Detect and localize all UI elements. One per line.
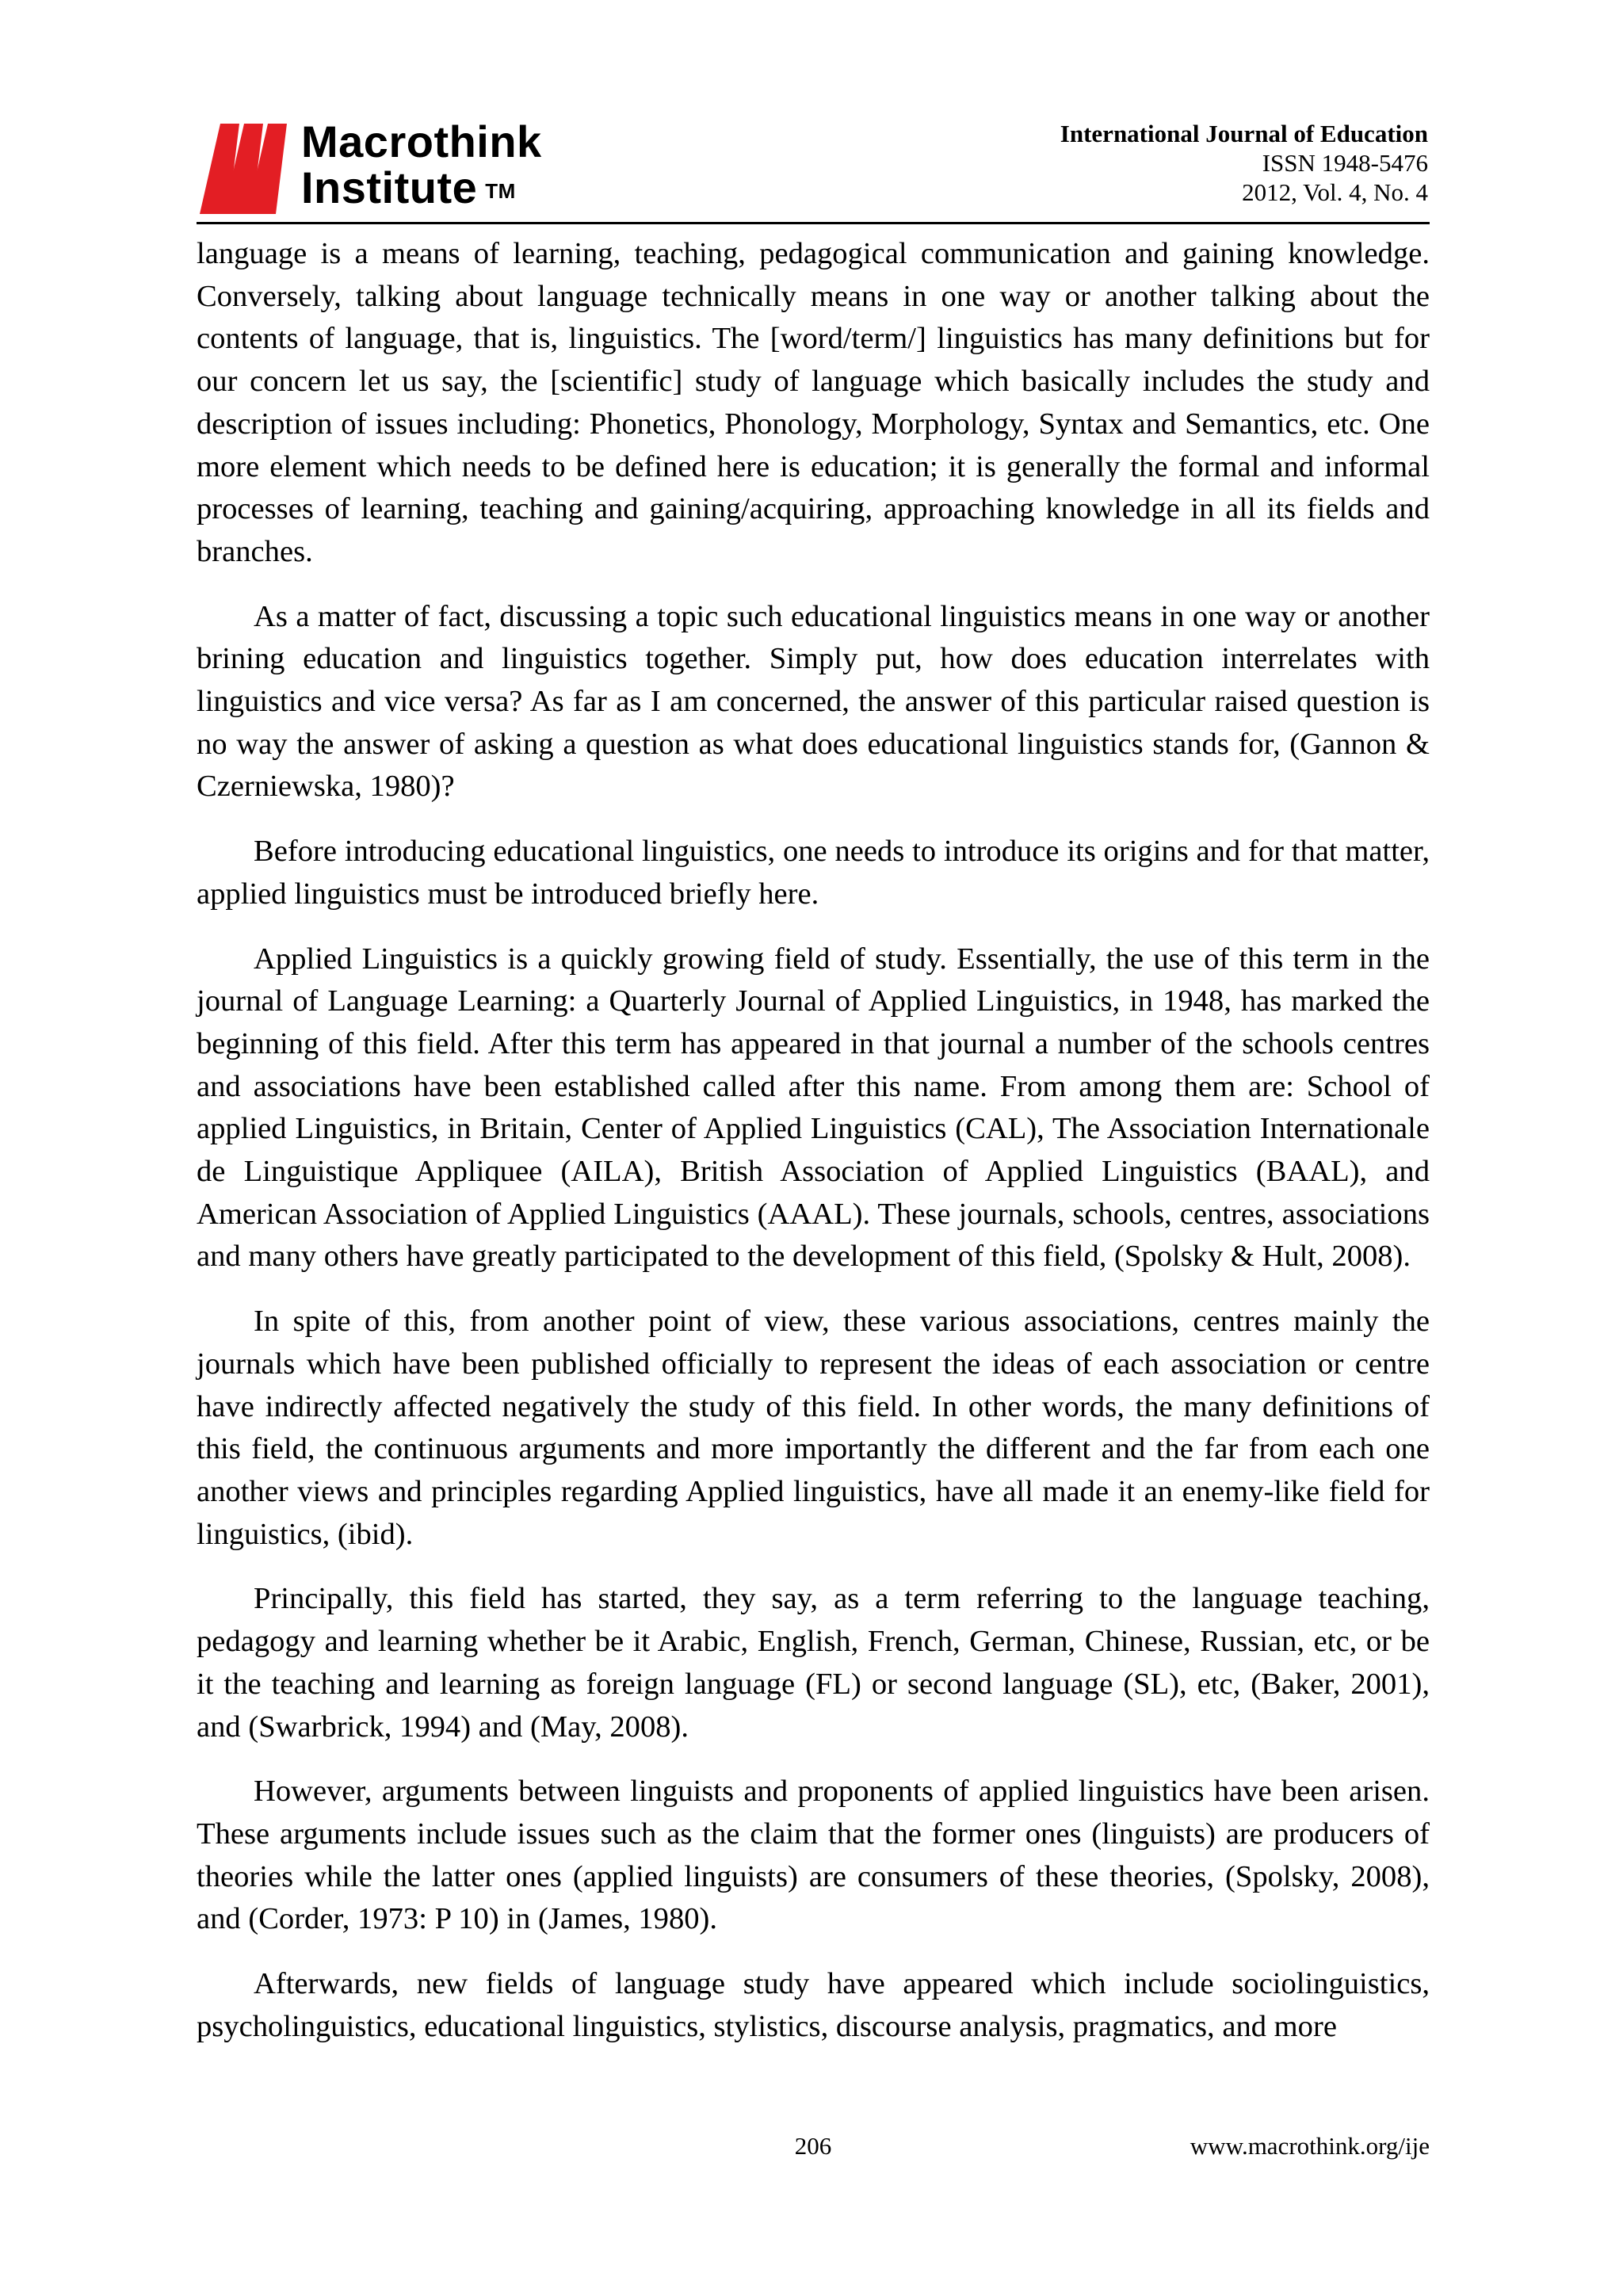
logo-line-1: Macrothink <box>301 117 542 166</box>
article-body <box>197 233 1430 2070</box>
page-footer <box>197 2132 1430 2164</box>
paragraph: In spite of this, from another point of view, these various associations, centres mainly the journals which have been published officially to represent the ideas of each association or centre have indirectly affected negatively the study of this field. In other words, the many definitions of this field, the continuous arguments and more importantly the different and the far from each one another views and principles regarding Applied linguistics, have all made it an enemy-like field for linguistics, (ibid). <box>197 1305 1430 1551</box>
paragraph: Before introducing educational linguistics, one needs to introduce its origins and for that matter, applied linguistics must be introduced briefly here. <box>197 835 1430 911</box>
journal-title: International Journal of Education <box>1060 120 1428 147</box>
paragraph: However, arguments between linguists and proponents of applied linguistics have been arisen. These arguments include issues such as the claim that the former ones (linguists) are producers of theories while the latter ones (applied linguists) are consumers of these theories, (Spolsky, 2008), and (Corder, 1973: P 10) in (James, 1980). <box>197 1775 1430 1936</box>
paragraph: Applied Linguistics is a quickly growing field of study. Essentially, the use of this term in the journal of Language Learning: a Quarterly Journal of Applied Linguistics, in 1948, has marked the beginning of this field. After this term has appeared in that journal a number of the schools centres and associations have been established called after this name. From among them are: School of applied Linguistics, in Britain, Center of Applied Linguistics (CAL), The Association Internationale de Linguistique Appliquee (AILA), British Association of Applied Linguistics (BAAL), and American Association of Applied Linguistics (AAAL). These journals, schools, centres, associations and many others have greatly participated to the development of this field, (Spolsky & Hult, 2008). <box>197 942 1430 1274</box>
page-number: 206 <box>794 2132 832 2160</box>
logo-wordmark <box>301 119 542 211</box>
journal-website-link[interactable]: www.macrothink.org/ije <box>1190 2132 1430 2160</box>
logo-line-2 <box>301 162 542 212</box>
paragraph: Afterwards, new fields of language study have appeared which include sociolinguistics, psycholinguistics, educational linguistics, stylistics, discourse analysis, pragmatics, and more <box>197 1967 1430 2043</box>
journal-issn: ISSN 1948-5476 <box>1262 149 1428 177</box>
journal-volume: 2012, Vol. 4, No. 4 <box>1242 178 1428 206</box>
paragraph: Principally, this field has started, they say, as a term referring to the language teaching, pedagogy and learning whether be it Arabic, English, French, German, Chinese, Russian, etc, or be it the teaching and learning as foreign language (FL) or second language (SL), etc, (Baker, 2001), and (Swarbrick, 1994) and (May, 2008). <box>197 1582 1430 1744</box>
paragraph: As a matter of fact, discussing a topic such educational linguistics means in one way or another brining education and linguistics together. Simply put, how does education interrelates with linguistics and vice versa? As far as I am concerned, the answer of this particular raised question is no way the answer of asking a question as what does educational linguistics stands for, (Gannon & Czerniewska, 1980)? <box>197 599 1430 804</box>
logo-m-mark-icon <box>197 119 295 217</box>
logo-trademark: TM <box>485 179 516 203</box>
logo-line-2-text: Institute <box>301 162 478 212</box>
macrothink-logo <box>197 119 640 216</box>
paragraph: language is a means of learning, teaching, pedagogical communication and gaining knowledge. Conversely, talking about language technically means in one way or another talking about the contents of language, that is, linguistics. The [word/term/] linguistics has many definitions but for our concern let us say, the [scientific] study of language which basically includes the study and description of issues including: Phonetics, Phonology, Morphology, Syntax and Semantics, etc. One more element which needs to be defined here is education; it is generally the formal and informal processes of learning, teaching and gaining/acquiring, approaching knowledge in all its fields and branches. <box>197 237 1430 568</box>
journal-info <box>1060 119 1428 207</box>
page-header <box>197 111 1430 224</box>
